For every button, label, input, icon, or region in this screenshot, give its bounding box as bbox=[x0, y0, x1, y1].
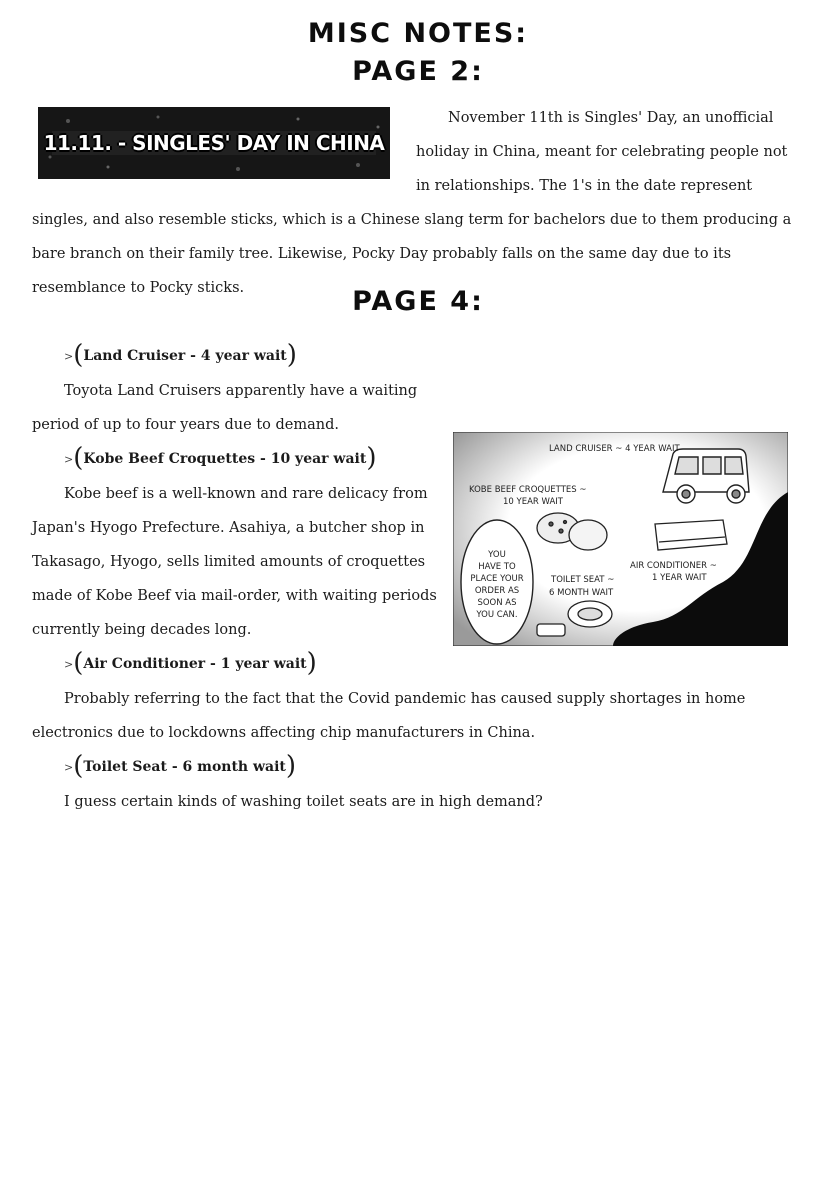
bubble-line: YOU bbox=[488, 550, 506, 560]
entry-title-air-conditioner: >(Air Conditioner - 1 year wait) bbox=[64, 648, 317, 678]
bubble-line: YOU CAN. bbox=[476, 610, 518, 620]
entry-title-croquettes: >(Kobe Beef Croquettes - 10 year wait) bbox=[64, 443, 377, 473]
page2-section bbox=[32, 101, 804, 305]
entry-title-land-cruiser: >(Land Cruiser - 4 year wait) bbox=[64, 340, 297, 370]
label-land-cruiser: LAND CRUISER ~ 4 YEAR WAIT bbox=[549, 444, 680, 454]
entry-text-toilet-seat: I guess certain kinds of washing toilet seats are in high demand? bbox=[64, 794, 543, 810]
bubble-line: PLACE YOUR bbox=[470, 574, 524, 584]
label-aircon-1: AIR CONDITIONER ~ bbox=[630, 561, 717, 571]
document-title: MISC NOTES: bbox=[307, 18, 529, 49]
entry-heading: Toilet Seat - 6 month wait bbox=[83, 759, 286, 775]
entry-text-croquettes: Kobe beef is a well-known and rare delicacy from Japan's Hyogo Prefecture. Asahiya, a butcher shop in Takasago, Hyogo, sells limited amounts of croquettes made of Kobe Beef via mail-order, with waiting periods currently being decades long. bbox=[32, 486, 437, 638]
entry-heading: Land Cruiser - 4 year wait bbox=[83, 348, 287, 364]
bubble-line: HAVE TO bbox=[478, 562, 516, 572]
label-aircon-2: 1 YEAR WAIT bbox=[652, 573, 707, 583]
bubble-line: ORDER AS bbox=[474, 586, 520, 596]
entry-text-air-conditioner: Probably referring to the fact that the Covid pandemic has caused supply shortages in home electronics due to lockdowns affecting chip manufacturers in China. bbox=[32, 691, 746, 741]
entry-text-land-cruiser: Toyota Land Cruisers apparently have a waiting period of up to four years due to demand. bbox=[32, 383, 418, 433]
label-croquettes-1: KOBE BEEF CROQUETTES ~ bbox=[469, 485, 587, 495]
label-croquettes-2: 10 YEAR WAIT bbox=[503, 497, 563, 507]
entry-marker: > bbox=[64, 453, 74, 466]
entry-heading: Air Conditioner - 1 year wait bbox=[83, 656, 307, 672]
entry-marker: > bbox=[64, 350, 74, 363]
entry-marker: > bbox=[64, 658, 74, 671]
page4-heading: PAGE 4: bbox=[352, 286, 484, 317]
singles-day-paragraph: November 11th is Singles' Day, an unofficial holiday in China, meant for celebrating people not in relationships. The 1's in the date represent singles, and also resemble sticks, which is a Chinese slang term for bachelors due to them producing a bare branch on their family tree. Likewise, Pocky Day probably falls on the same day due to its resemblance to Pocky sticks. bbox=[32, 110, 792, 296]
bubble-line: SOON AS bbox=[477, 598, 517, 608]
label-toilet-1: TOILET SEAT ~ bbox=[551, 575, 615, 585]
entry-heading: Kobe Beef Croquettes - 10 year wait bbox=[83, 451, 367, 467]
manga-panel-image bbox=[453, 432, 788, 646]
page2-heading: PAGE 2: bbox=[352, 56, 484, 87]
entry-title-toilet-seat: >(Toilet Seat - 6 month wait) bbox=[64, 751, 297, 781]
banner-title: 11.11. - SINGLES' DAY IN CHINA bbox=[43, 131, 385, 155]
label-toilet-2: 6 MONTH WAIT bbox=[549, 588, 614, 598]
entry-marker: > bbox=[64, 761, 74, 774]
air-conditioner-icon bbox=[655, 520, 727, 550]
